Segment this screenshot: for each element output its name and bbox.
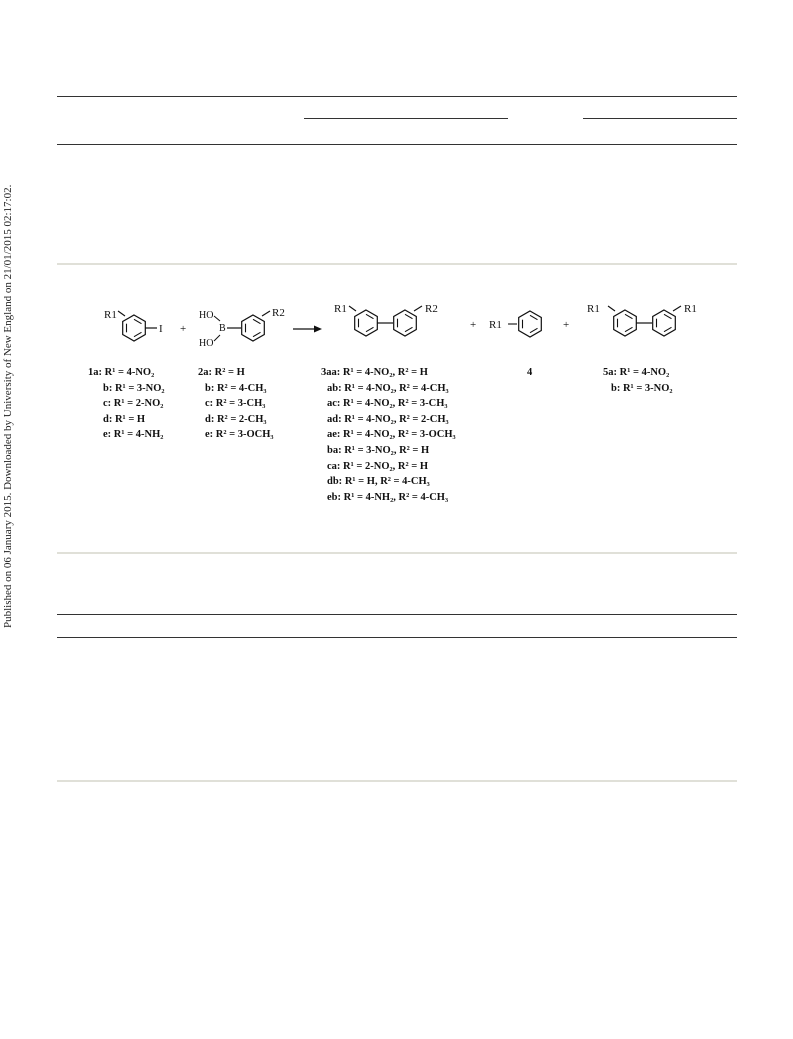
compound-label: ca: R¹ = 2-NO₂, R² = H [327, 460, 429, 472]
publication-watermark: Published on 06 January 2015. Downloaded by University of New England on 21/01/2015 02:17:02. [2, 184, 14, 628]
plus-sign: + [470, 319, 477, 331]
compound-label: ad: R¹ = 4-NO₂, R² = 2-CH₃ [327, 413, 449, 425]
boronic-boron: B [219, 323, 226, 334]
compound-label: 5a: R¹ = 4-NO₂ [603, 367, 670, 378]
boronic-hydroxyl-bottom: HO [199, 338, 214, 349]
compound-label: d: R² = 2-CH₃ [205, 413, 267, 425]
iodoarene-structure [104, 309, 163, 341]
compound-label: ba: R¹ = 3-NO₂, R² = H [327, 444, 430, 456]
compound-label: c: R² = 3-CH₃ [205, 398, 266, 410]
compound-list-1 [88, 365, 165, 443]
boronic-acid-structure [199, 307, 285, 349]
compound-label: 2a: R² = H [198, 367, 245, 378]
homocoupling-substituent-1: R1 [587, 303, 600, 315]
compound-label: e: R² = 3-OCH₃ [205, 429, 274, 441]
biaryl-product-structure [334, 303, 438, 336]
product-substituent-2: R2 [425, 303, 438, 315]
reactant2-substituent: R2 [272, 307, 285, 319]
dehalogenated-arene-structure [489, 311, 541, 337]
compound-label: ac: R¹ = 4-NO₂, R² = 3-CH₃ [327, 398, 448, 410]
compound-label: c: R¹ = 2-NO₂ [103, 398, 164, 410]
compound-list-5 [603, 365, 673, 396]
compound-label: b: R¹ = 3-NO₂ [103, 382, 165, 394]
reactant1-substituent: R1 [104, 309, 117, 321]
compound-label-4: 4 [527, 367, 533, 378]
compound-list-2 [198, 365, 274, 443]
homocoupling-substituent-2: R1 [684, 303, 697, 315]
boronic-hydroxyl-top: HO [199, 310, 214, 321]
leaving-group-label: I [159, 323, 163, 335]
compound-label: eb: R¹ = 4-NH₂, R² = 4-CH₃ [327, 491, 449, 503]
compound-label: db: R¹ = H, R² = 4-CH₃ [327, 476, 430, 488]
plus-sign: + [180, 323, 187, 335]
reaction-arrow [293, 326, 322, 333]
compound-label: d: R¹ = H [103, 413, 146, 425]
compound-label: e: R¹ = 4-NH₂ [103, 429, 164, 441]
side-product-substituent: R1 [489, 319, 502, 331]
compound-label: ae: R¹ = 4-NO₂, R² = 3-OCH₃ [327, 429, 456, 441]
product-substituent-1: R1 [334, 303, 347, 315]
compound-label: ab: R¹ = 4-NO₂, R² = 4-CH₃ [327, 382, 449, 394]
compound-list-3 [321, 365, 456, 505]
plus-sign: + [563, 319, 570, 331]
compound-label: 1a: R¹ = 4-NO₂ [88, 367, 155, 378]
compound-label: b: R² = 4-CH₃ [205, 382, 267, 394]
compound-label: 3aa: R¹ = 4-NO₂, R² = H [321, 367, 428, 378]
compound-label: b: R¹ = 3-NO₂ [611, 382, 673, 394]
homocoupling-product-structure [587, 303, 697, 336]
